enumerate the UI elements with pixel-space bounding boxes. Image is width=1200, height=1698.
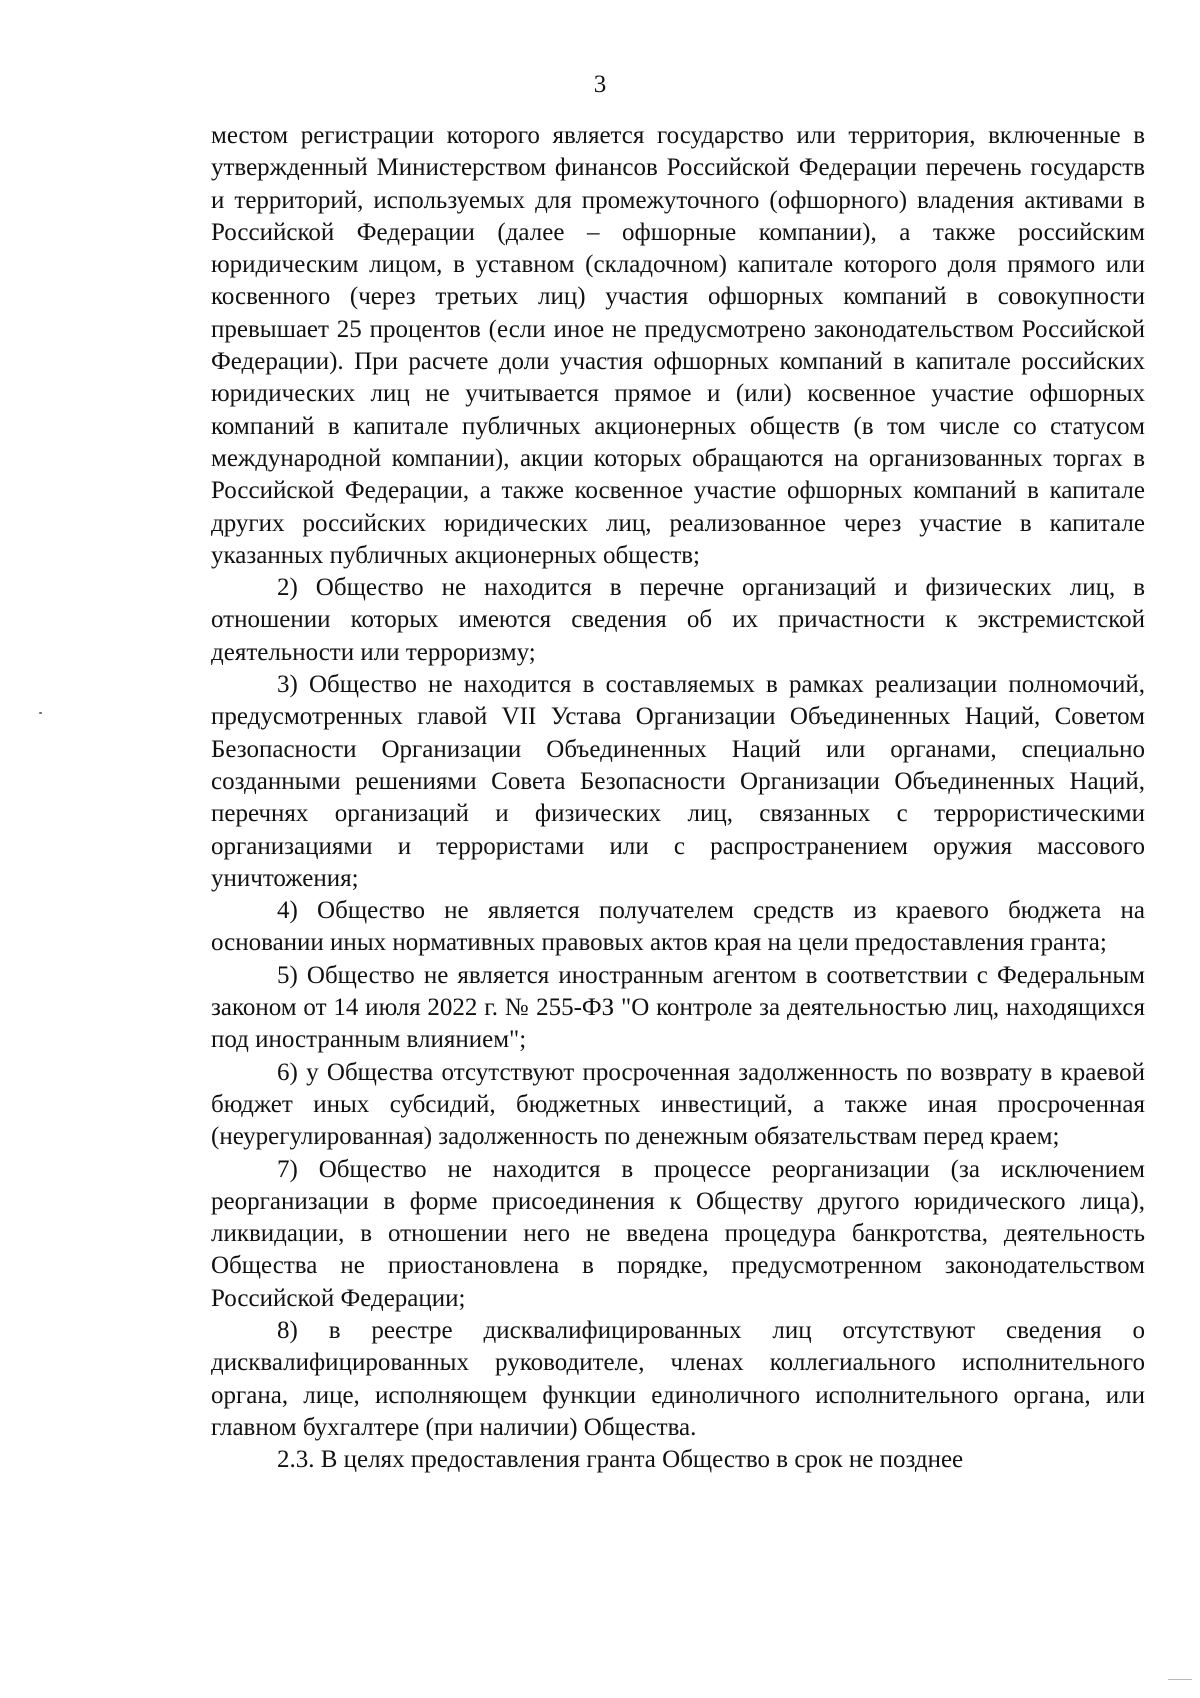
paragraph-item-8: 8) в реестре дисквалифицированных лиц отсутствуют сведения о дисквалифицированных руководителе, членах коллегиального исполнительного органа, лице, исполняющем функции единоличного исполнительного органа, или главном бухгалтере (при наличии) Общества. — [211, 1316, 1145, 1441]
paragraph-item-3: 3) Общество не находится в составляемых в рамках реализации полномочий, предусмотренных главой VII Устава Организации Объединенных Наций, Советом Безопасности Организации Объединенных Наций или органами, специально созданными решениями Совета Безопасности Организации Объединенных Наций, перечнях организаций и физических лиц, связанных с террористическими организациями и террористами или с распространением оружия массового уничтожения; — [211, 671, 1145, 892]
paragraph-item-2: 2) Общество не находится в перечне организаций и физических лиц, в отношении которых имеются сведения об их причастности к экстремистской деятельности или терроризму; — [211, 574, 1145, 666]
scan-speck — [39, 712, 42, 714]
paragraph-section-2-3: 2.3. В целях предоставления гранта Общество в срок не позднее — [277, 1446, 964, 1474]
scan-edge-mark — [1168, 1679, 1192, 1680]
paragraph-offshore-continuation: местом регистрации которого является государство или территория, включенные в утвержденный Министерством финансов Российской Федерации перечень государств и территорий, используемых для промежуточного (офшорного) владения активами в Российской Федерации (далее – офшорные компании), а также российским юридическим лицом, в уставном (складочном) капитале которого доля прямого или косвенного (через третьих лиц) участия офшорных компаний в совокупности превышает 25 процентов (если иное не предусмотрено законодательством Российской Федерации). При расчете доли участия офшорных компаний в капитале российских юридических лиц не учитывается прямое и (или) косвенное участие офшорных компаний в капитале публичных акционерных обществ (в том числе со статусом международной компании), акции которых обращаются на организованных торгах в Российской Федерации, а также косвенное участие офшорных компаний в капитале других российских юридических лиц, реализованное через участие в капитале указанных публичных акционерных обществ; — [211, 122, 1145, 569]
page-number: 3 — [593, 71, 607, 98]
paragraph-item-4: 4) Общество не является получателем средств из краевого бюджета на основании иных нормативных правовых актов края на цели предоставления гранта; — [211, 897, 1145, 957]
paragraph-item-7: 7) Общество не находится в процессе реорганизации (за исключением реорганизации в форме присоединения к Обществу другого юридического лица), ликвидации, в отношении него не введена процедура банкротства, деятельность Общества не приостановлена в порядке, предусмотренном законодательством Российской Федерации; — [211, 1155, 1145, 1312]
paragraph-item-6: 6) у Общества отсутствуют просроченная задолженность по возврату в краевой бюджет иных субсидий, бюджетных инвестиций, а также иная просроченная (неурегулированная) задолженность по денежным обязательствам перед краем; — [211, 1058, 1145, 1151]
document-body — [211, 120, 1145, 1476]
paragraph-item-5: 5) Общество не является иностранным агентом в соответствии с Федеральным законом от 14 июля 2022 г. № 255-ФЗ "О контроле за деятельностью лиц, находящихся под иностранным влиянием"; — [211, 961, 1145, 1054]
